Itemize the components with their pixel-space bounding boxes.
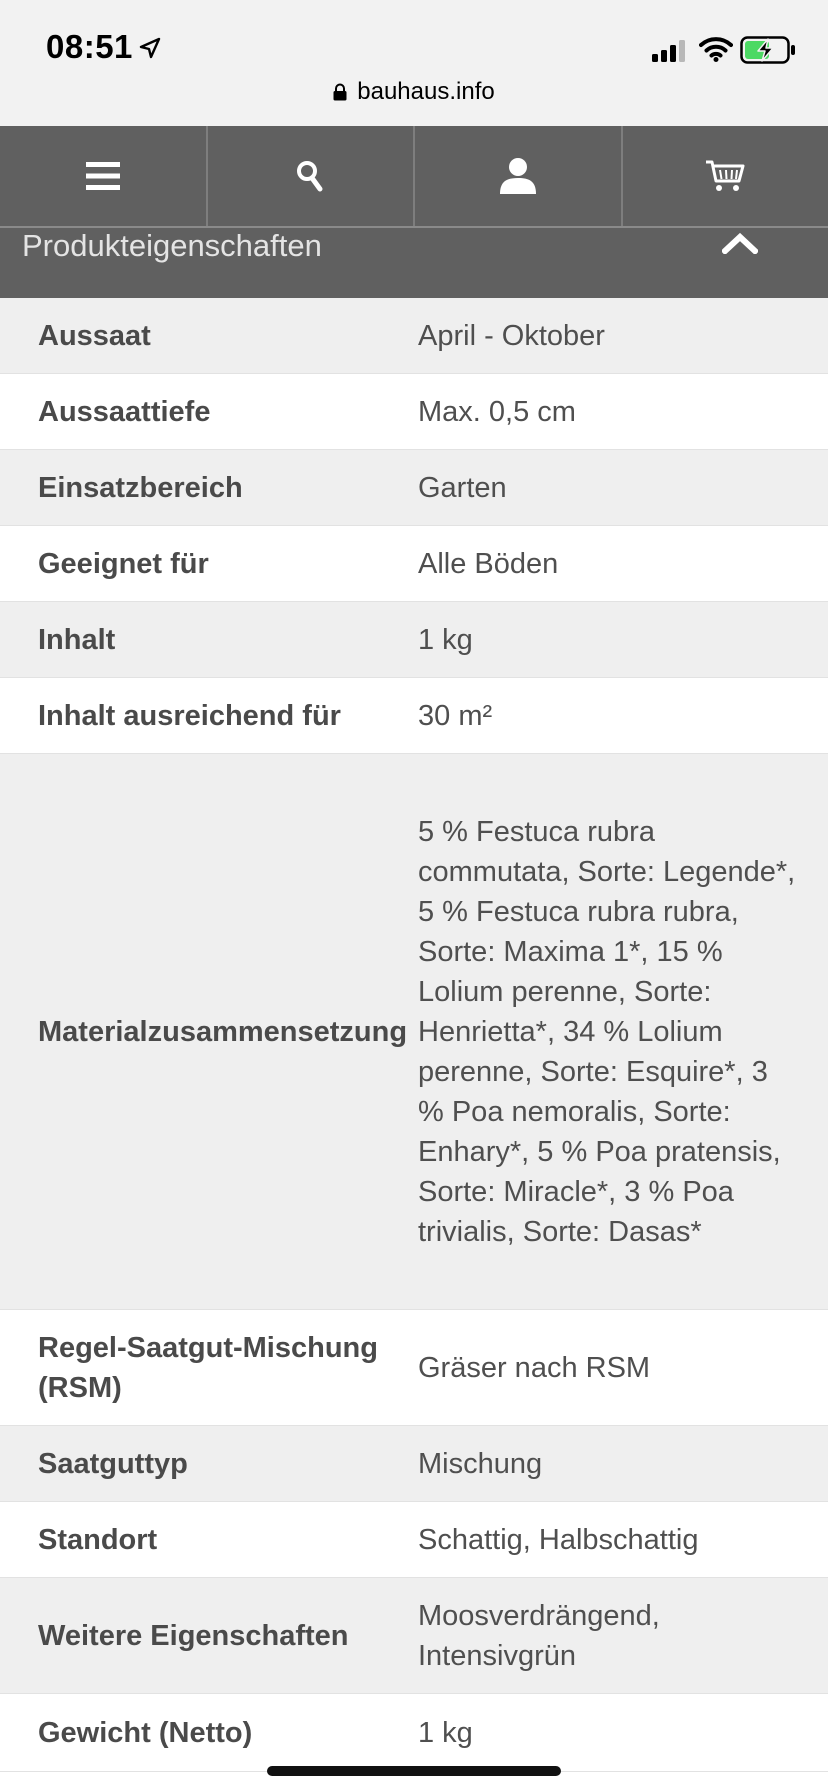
table-row: [0, 450, 828, 526]
product-properties-header[interactable]: [0, 228, 828, 298]
property-name: Materialzusammensetzung: [38, 1015, 408, 1048]
property-name: Aussaattiefe: [38, 395, 211, 428]
table-row: [0, 754, 828, 1310]
cellular-signal-icon: [652, 40, 688, 62]
table-row: [0, 1310, 828, 1426]
property-value: Mischung: [418, 1447, 543, 1480]
property-name: Inhalt: [38, 623, 116, 656]
property-value: Alle Böden: [418, 547, 559, 580]
property-value: Max. 0,5 cm: [418, 395, 576, 428]
address-bar-url: bauhaus.info: [357, 78, 495, 105]
property-value: Moosverdrängend, Intensivgrün: [418, 1599, 660, 1672]
account-button[interactable]: [415, 126, 623, 226]
table-row: [0, 298, 828, 374]
property-value: Schattig, Halbschattig: [418, 1523, 699, 1556]
property-name: Standort: [38, 1523, 158, 1556]
property-value: 1 kg: [418, 1716, 473, 1749]
property-name: Regel-Saatgut-Mischung (RSM): [38, 1331, 378, 1404]
menu-icon: [86, 160, 120, 192]
table-row: [0, 602, 828, 678]
table-row: [0, 1578, 828, 1694]
property-table: [0, 298, 828, 1772]
table-row: [0, 678, 828, 754]
address-bar[interactable]: [0, 78, 828, 114]
location-arrow-icon: [138, 36, 162, 60]
table-row: [0, 374, 828, 450]
account-icon: [499, 157, 537, 195]
search-icon: [296, 160, 324, 192]
property-value: April - Oktober: [418, 319, 605, 352]
battery-charging-icon: [740, 36, 796, 64]
lock-icon: [333, 83, 347, 101]
table-row: [0, 1502, 828, 1578]
status-time: 08:51: [46, 28, 133, 65]
table-row: [0, 1694, 828, 1772]
wifi-icon: [699, 36, 733, 62]
property-name: Einsatzbereich: [38, 471, 243, 504]
table-row: [0, 526, 828, 602]
property-name: Saatguttyp: [38, 1447, 188, 1480]
menu-button[interactable]: [0, 126, 208, 226]
property-name: Aussaat: [38, 319, 151, 352]
search-button[interactable]: [208, 126, 416, 226]
cart-icon: [705, 159, 745, 193]
section-title: Produkteigenschaften: [22, 228, 322, 263]
property-name: Weitere Eigenschaften: [38, 1619, 349, 1652]
property-name: Inhalt ausreichend für: [38, 699, 341, 732]
home-indicator[interactable]: [267, 1766, 561, 1776]
property-name: Gewicht (Netto): [38, 1716, 253, 1749]
chevron-up-icon[interactable]: [722, 230, 758, 254]
property-value: Gräser nach RSM: [418, 1351, 651, 1384]
cart-button[interactable]: [623, 126, 828, 226]
property-name: Geeignet für: [38, 547, 209, 580]
property-value: 5 % Festuca rubra commutata, Sorte: Legende*, 5 % Festuca rubra rubra, Sorte: Maxima 1*, 15 % Lolium perenne, Sorte: Henrietta*, 34 % Lolium perenne, Sorte: Esquire*, 3 % Poa nemoralis, Sorte: Enhary*, 5 % Poa pratensis, Sorte: Miracle*, 3 % Poa trivialis, Sorte: Dasas*: [418, 815, 796, 1248]
status-bar: [0, 0, 828, 126]
property-value: Garten: [418, 471, 507, 504]
site-navigation: [0, 126, 828, 228]
property-value: 30 m²: [418, 699, 493, 732]
table-row: [0, 1426, 828, 1502]
property-value: 1 kg: [418, 623, 473, 656]
